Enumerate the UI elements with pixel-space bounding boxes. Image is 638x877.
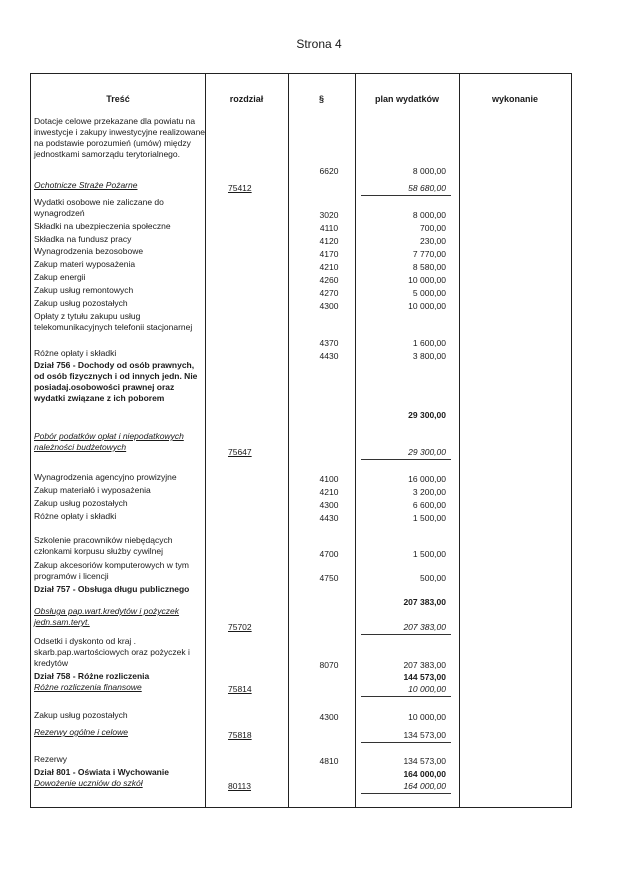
row-plan: 5 000,00 bbox=[412, 288, 446, 298]
row-description: Składki na ubezpieczenia społeczne bbox=[34, 221, 171, 231]
section-heading: Dział 756 - Dochody od osób prawnych, od osób fizycznych i od innych jedn. Nie posiadaj.osobowości prawnej oraz wydatki związane z ich poborem bbox=[34, 360, 198, 403]
row-paragraph: 4260 bbox=[319, 275, 339, 285]
row-chapter: 80113 bbox=[228, 781, 252, 791]
row-description: Zakup usług remontowych bbox=[34, 285, 134, 295]
column-divider bbox=[355, 74, 356, 807]
row-description: Zakup materiałó i wyposażenia bbox=[34, 485, 151, 495]
row-description: Odsetki i dyskonto od kraj . skarb.pap.wartościowych oraz pożyczek i kredytów bbox=[34, 636, 190, 668]
row-description: Rezerwy ogólne i celowe bbox=[34, 727, 129, 737]
row-plan: 1 500,00 bbox=[412, 513, 446, 523]
subtotal-rule bbox=[361, 195, 451, 196]
row-chapter: 75702 bbox=[228, 622, 252, 632]
row-description: Wynagrodzenia bezosobowe bbox=[34, 246, 144, 256]
subtotal-rule bbox=[361, 634, 451, 635]
row-plan: 3 200,00 bbox=[412, 487, 446, 497]
row-paragraph: 4110 bbox=[319, 223, 339, 233]
row-description: Zakup usług pozostałych bbox=[34, 498, 128, 508]
section-total: 29 300,00 bbox=[408, 410, 446, 420]
row-description: Dowożenie uczniów do szkół bbox=[34, 778, 143, 788]
row-paragraph: 4210 bbox=[319, 487, 339, 497]
header-paragraf: § bbox=[318, 94, 324, 104]
row-plan: 29 300,00 bbox=[408, 447, 446, 457]
row-plan: 134 573,00 bbox=[403, 756, 446, 766]
row-description: Opłaty z tytułu zakupu usług telekomunikacyjnych telefonii stacjonarnej bbox=[34, 311, 193, 332]
section-total: 164 000,00 bbox=[403, 769, 446, 779]
section-total: 207 383,00 bbox=[403, 597, 446, 607]
row-plan: 6 600,00 bbox=[412, 500, 446, 510]
row-description: Szkolenie pracowników niebędących członkami korpusu służby cywilnej bbox=[34, 535, 173, 556]
row-plan: 207 383,00 bbox=[403, 660, 446, 670]
row-paragraph: 8070 bbox=[319, 660, 339, 670]
row-description: Ochotnicze Straże Pożarne bbox=[34, 180, 138, 190]
row-plan: 8 000,00 bbox=[412, 210, 446, 220]
row-description: Obsługa pap.wart.kredytów i pożyczek jedn.sam.teryt. bbox=[34, 606, 180, 627]
row-description: Zakup energii bbox=[34, 272, 86, 282]
row-plan: 230,00 bbox=[420, 236, 446, 246]
row-description: Składka na fundusz pracy bbox=[34, 234, 132, 244]
row-paragraph: 4120 bbox=[319, 236, 339, 246]
row-plan: 134 573,00 bbox=[403, 730, 446, 740]
row-paragraph: 4270 bbox=[319, 288, 339, 298]
header-plan: plan wydatków bbox=[374, 94, 439, 104]
row-plan: 58 680,00 bbox=[408, 183, 446, 193]
row-description: Różne rozliczenia finansowe bbox=[34, 682, 142, 692]
row-paragraph: 4430 bbox=[319, 513, 339, 523]
row-plan: 8 580,00 bbox=[412, 262, 446, 272]
row-plan: 10 000,00 bbox=[408, 301, 446, 311]
row-plan: 3 800,00 bbox=[412, 351, 446, 361]
section-total: 144 573,00 bbox=[403, 672, 446, 682]
budget-table bbox=[30, 73, 572, 808]
row-plan: 10 000,00 bbox=[408, 684, 446, 694]
row-chapter: 75814 bbox=[228, 684, 252, 694]
row-paragraph: 4300 bbox=[319, 712, 339, 722]
row-chapter: 75818 bbox=[228, 730, 252, 740]
row-plan: 10 000,00 bbox=[408, 712, 446, 722]
row-plan: 700,00 bbox=[420, 223, 446, 233]
row-description: Wynagrodzenia agencyjno prowizyjne bbox=[34, 472, 177, 482]
row-chapter: 75647 bbox=[228, 447, 252, 457]
row-plan: 7 770,00 bbox=[412, 249, 446, 259]
row-description: Dotacje celowe przekazane dla powiatu na inwestycje i zakupy inwestycyjne realizowane na podstawie porozumień (umów) między jednostkami samorządu terytorialnego. bbox=[34, 116, 206, 159]
subtotal-rule bbox=[361, 459, 451, 460]
row-paragraph: 4300 bbox=[319, 500, 339, 510]
subtotal-rule bbox=[361, 793, 451, 794]
row-plan: 164 000,00 bbox=[403, 781, 446, 791]
row-description: Różne opłaty i składki bbox=[34, 511, 117, 521]
section-heading: Dział 758 - Różne rozliczenia bbox=[34, 671, 150, 681]
row-plan: 1 500,00 bbox=[412, 549, 446, 559]
row-paragraph: 6620 bbox=[319, 166, 339, 176]
row-description: Wydatki osobowe nie zaliczane do wynagrodzeń bbox=[34, 197, 164, 218]
row-plan: 207 383,00 bbox=[403, 622, 446, 632]
row-plan: 10 000,00 bbox=[408, 275, 446, 285]
row-paragraph: 4810 bbox=[319, 756, 339, 766]
row-paragraph: 4300 bbox=[319, 301, 339, 311]
header-tresc: Treść bbox=[106, 94, 130, 104]
row-description: Rezerwy bbox=[34, 754, 68, 764]
header-wykonanie: wykonanie bbox=[491, 94, 538, 104]
row-description: Zakup usług pozostałych bbox=[34, 298, 128, 308]
section-heading: Dział 757 - Obsługa długu publicznego bbox=[34, 584, 190, 594]
row-paragraph: 4170 bbox=[319, 249, 339, 259]
column-divider bbox=[459, 74, 460, 807]
row-plan: 8 000,00 bbox=[412, 166, 446, 176]
row-paragraph: 3020 bbox=[319, 210, 339, 220]
subtotal-rule bbox=[361, 742, 451, 743]
row-chapter: 75412 bbox=[228, 183, 252, 193]
column-divider bbox=[288, 74, 289, 807]
section-heading: Dział 801 - Oświata i Wychowanie bbox=[34, 767, 169, 777]
header-rozdzial: rozdział bbox=[229, 94, 264, 104]
row-description: Pobór podatków opłat i niepodatkowych należności budżetowych bbox=[34, 431, 184, 452]
row-plan: 16 000,00 bbox=[408, 474, 446, 484]
row-plan: 500,00 bbox=[420, 573, 446, 583]
row-description: Różne opłaty i składki bbox=[34, 348, 117, 358]
row-description: Zakup materi wyposażenia bbox=[34, 259, 136, 269]
row-paragraph: 4210 bbox=[319, 262, 339, 272]
subtotal-rule bbox=[361, 696, 451, 697]
row-paragraph: 4750 bbox=[319, 573, 339, 583]
row-paragraph: 4430 bbox=[319, 351, 339, 361]
row-description: Zakup akcesoriów komputerowych w tym programów i licencji bbox=[34, 560, 189, 581]
row-paragraph: 4100 bbox=[319, 474, 339, 484]
page-number: Strona 4 bbox=[296, 37, 342, 51]
row-description: Zakup usług pozostałych bbox=[34, 710, 128, 720]
row-paragraph: 4370 bbox=[319, 338, 339, 348]
row-paragraph: 4700 bbox=[319, 549, 339, 559]
row-plan: 1 600,00 bbox=[412, 338, 446, 348]
